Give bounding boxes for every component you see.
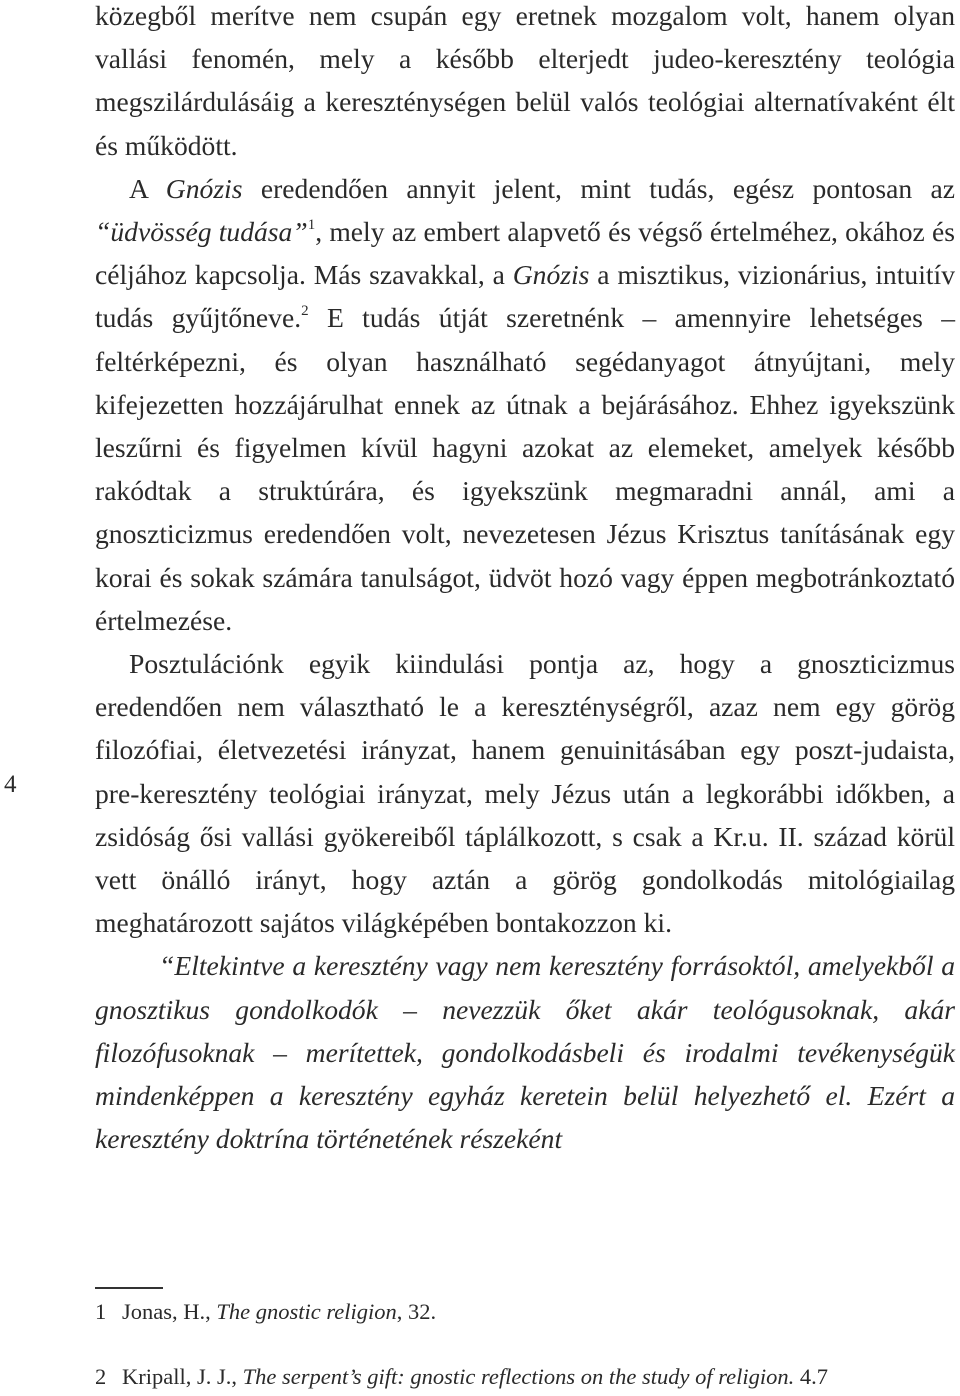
footnote-number: 1 <box>95 1299 107 1324</box>
paragraph-1: közegből merítve nem csupán egy eretnek mozgalom volt, hanem olyan vallási fenomén, mely a később elterjedt judeo-keresztény teológia megszilárdulásáig a kereszténységen belül valós teológiai alternatívaként élt és működött. <box>95 0 955 161</box>
footnote-title: The serpent’s gift: gnostic reflections on the study of religion. <box>242 1364 795 1389</box>
footnote-number: 2 <box>95 1364 107 1389</box>
paragraph-2: A Gnózis eredendően annyit jelent, mint tudás, egész pontosan az “üdvösség tudása”$^1$, mely az embert alapvető és végső értelméhez, okához és céljához kapcsolja. Más szavakkal, a Gnózis a misztikus, vizionárius, intuitív tudás gyűjtőneve.$^2$ E tudás útját szeretnénk – amennyire lehetséges – feltérképezni, és olyan használható segédanyagot átnyújtani, mely kifejezetten hozzájárulhat ennek az útnak a bejárásához. Ehhez igyekszünk leszűrni és figyelmen kívül hagyni azokat az elemeket, amelyek később rakódtak a struktúrára, és igyekszünk megmaradni annál, ami a gnoszticizmus eredendően volt, nevezetesen Jézus Krisztus tanításának egy korai és sokak számára tanulságot, üdvöt hozó vagy éppen megbotránkoztató értelmezése. <box>95 172 956 636</box>
footnote-2: 2 Kripall, J. J., The serpent’s gift: gnostic reflections on the study of religion. 4.7 <box>95 1362 955 1392</box>
page-number: 4 <box>4 771 17 798</box>
body-text <box>95 0 955 1160</box>
footnote-divider <box>95 1287 163 1289</box>
footnote-1: 1 Jonas, H., The gnostic religion, 32. <box>95 1297 955 1327</box>
footnote-ref-1[interactable]: 1 <box>307 217 316 234</box>
footnote-ref-2[interactable]: 2 <box>301 303 309 320</box>
udvosseg-quote: “üdvösség tudása” <box>95 216 308 248</box>
footnote-title: The gnostic religion <box>216 1299 397 1324</box>
paragraph-3: Posztulációnk egyik kiindulási pontja az, hogy a gnoszticizmus eredendően nem választható le a kereszténységről, azaz nem egy görög filozófiai, életvezetési irányzat, hanem genuinitásában egy poszt-judaista, pre-keresztény teológiai irányzat, mely Jézus után a legkorábbi időkben, a zsidóság ősi vallási gyökereiből táplálkozott, s csak a Kr.u. II. század körül vett önálló irányt, hogy aztán a görög gondolkodás mitológiailag meghatározott sajátos világképében bontakozzon ki. <box>95 648 955 939</box>
gnozis-term: Gnózis <box>165 172 243 204</box>
gnozis-term: Gnózis <box>512 259 590 291</box>
quote-paragraph: “Eltekintve a keresztény vagy nem keresztény forrásoktól, amelyekből a gnosztikus gondolkodók – nevezzük őket akár teológusoknak, akár filozófusoknak – merítettek, gondolkodásbeli és irodalmi tevékenységük mindenképpen a keresztény egyház keretein belül helyezhető el. Ezért a keresztény doktrína történetének részeként <box>95 950 955 1155</box>
